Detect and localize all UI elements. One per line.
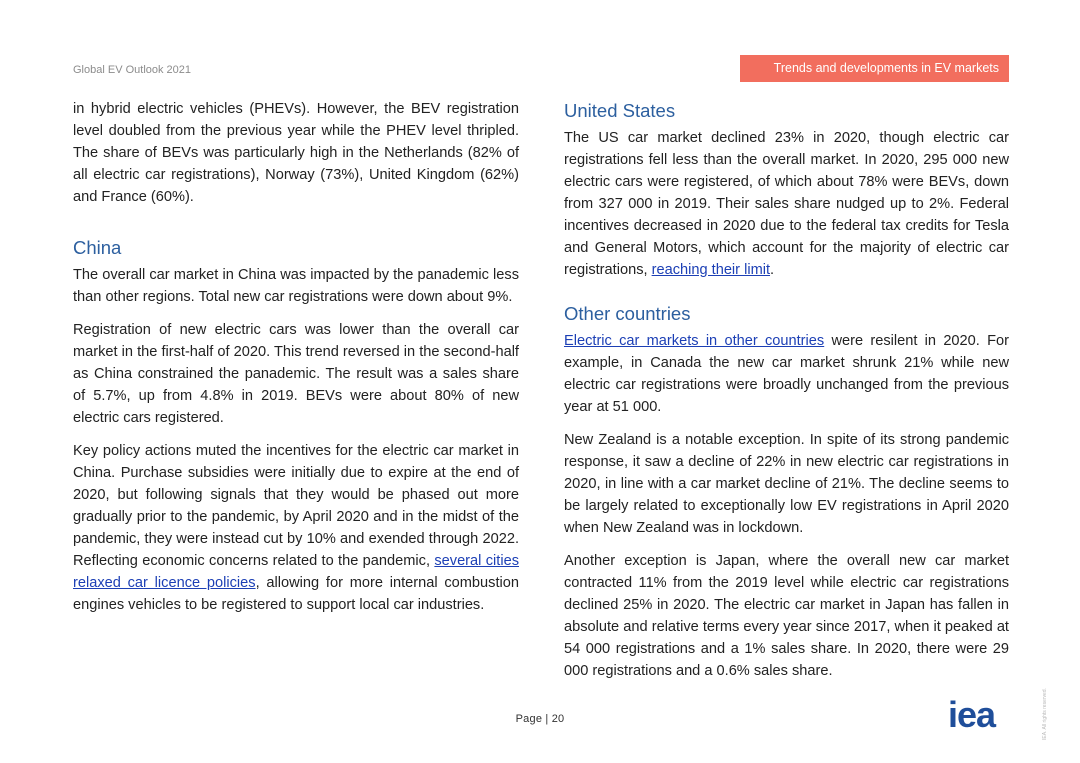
other-countries-heading: Other countries [564, 303, 691, 324]
rights-notice: IEA. All rights reserved. [1042, 688, 1048, 740]
page-number [0, 713, 1080, 725]
china-paragraph-2: Registration of new electric cars was lower than the overall car market in the first-half of 2020. This trend reversed in the second-half as China constrained the panademic. The result was a sales share of 5.7%, up from 4.8% in 2019. BEVs were about 80% of new electric cars registered. [73, 322, 519, 426]
other-countries-link[interactable]: Electric car markets in other countries [564, 333, 825, 349]
iea-logo [948, 698, 1010, 732]
us-paragraph [564, 127, 1009, 281]
us-paragraph-text: The US car market declined 23% in 2020, though electric car registrations fell less than the overall market. In 2020, 295 000 new electric cars were registered, of which about 78% were BEVs, down from 327 000 in 2019. Their sales share nudged up to 2%. Federal incentives decreased in 2020 due to the federal tax credits for Tesla and General Motors, which account for the majority of electric car registrations, [564, 130, 1009, 278]
china-paragraph-3-text: Key policy actions muted the incentives for the electric car market in China. Purchase subsidies were initially due to expire at the end of 2020, but following signals that they would be phased out more gradually prior to the pandemic, by April 2020 and in the midst of the pandemic, they were instead cut by 10% and exended through 2022. Reflecting economic concerns related to the pandemic, [73, 443, 519, 569]
iea-logo-text: iea [948, 698, 996, 732]
right-column [564, 98, 1009, 682]
other-paragraph-2: New Zealand is a notable exception. In spite of its strong pandemic response, it saw a decline of 22% in new electric car registrations in 2020, in line with a car market decline of 21%. The decline seems to be largely related to exceptionally low EV registrations in April 2020 when New Zealand was in lockdown. [564, 432, 1009, 536]
china-paragraph-1: The overall car market in China was impacted by the panademic less than other regions. Total new car registrations were down about 9%. [73, 267, 519, 305]
reaching-their-limit-link[interactable]: reaching their limit [651, 262, 771, 278]
other-paragraph-1 [564, 330, 1009, 418]
us-heading: United States [564, 100, 676, 121]
section-tag: Trends and developments in EV markets [740, 55, 1009, 82]
several-cities-link[interactable]: several cities relaxed car licence policies [73, 553, 519, 591]
china-paragraph-3-tail: , allowing for more internal combustion engines vehicles to be registered to support local car industries. [73, 575, 519, 613]
running-title: Global EV Outlook 2021 [73, 64, 192, 76]
other-paragraph-1-text: were resilent in 2020. For example, in Canada the new car market shrunk 21% while new electric car registrations were broadly unchanged from the previous year at 51 000. [564, 333, 1009, 415]
other-paragraph-3: Another exception is Japan, where the overall new car market contracted 11% from the 2019 level while electric car registrations declined 25% in 2020. The electric car market in Japan has fallen in absolute and relative terms every year since 2017, when it peaked at 54 000 registrations and a 1% sales share. In 2020, there were 29 000 registrations and a 0.6% sales share. [564, 553, 1009, 679]
china-paragraph-3 [73, 440, 519, 616]
left-column [73, 98, 519, 616]
page-number-label: Page | 20 [515, 713, 565, 725]
intro-paragraph: in hybrid electric vehicles (PHEVs). However, the BEV registration level doubled from the previous year while the PHEV level thripled. The share of BEVs was particularly high in the Netherlands (82% of all electric car registrations), Norway (73%), United Kingdom (62%) and France (60%). [73, 101, 519, 205]
us-paragraph-tail: . [770, 262, 775, 278]
china-heading: China [73, 237, 122, 258]
